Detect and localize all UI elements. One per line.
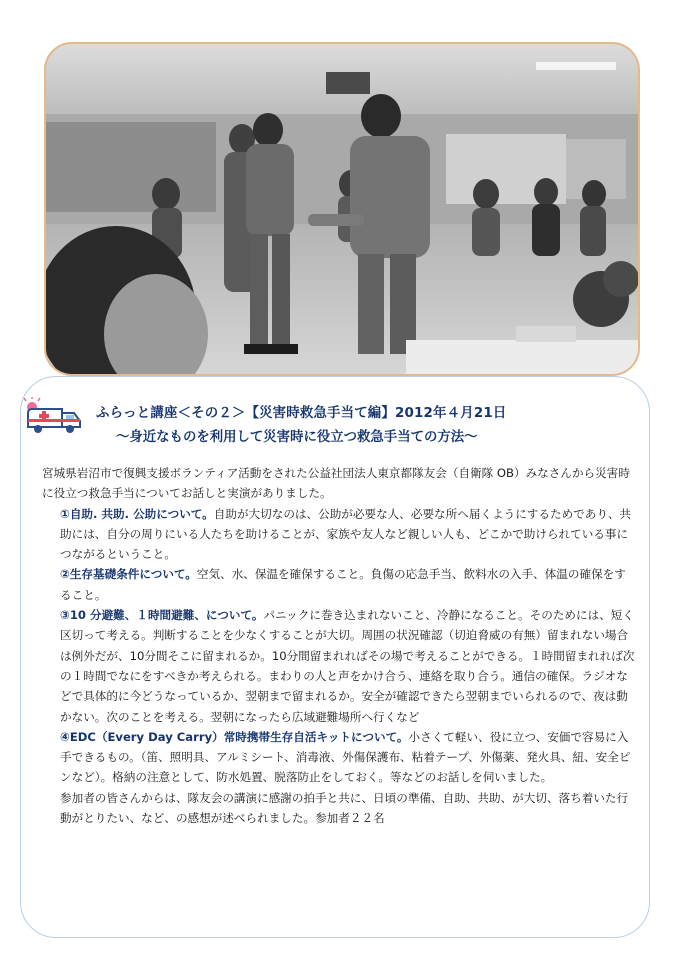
item-text: 自助が大切なのは、公助が必要な人、必要な所へ届くようにするためであり、共助には、自分の周りにいる人たちを助けることが、家族や友人など親しい人も、どこかで助けられている事につながるということ。 (60, 506, 632, 562)
list-item (42, 564, 636, 605)
item-text: 小さくて軽い、役に立つ、安価で容易に入手できるもの。（笛、照明具、アルミシート、消毒液、外傷保護布、粘着テープ、外傷薬、発火具、紐、安全ピンなど）。格納の注意として、防水処置、脱落防止をしておく。等などのお話しを伺いました。 (60, 729, 631, 785)
article-subtitle: ～身近なものを利用して災害時に役立つ救急手当ての方法～ (116, 430, 478, 445)
item-text: 空気、水、保温を確保すること。負傷の応急手当、飲料水の入手、体温の確保をすること。 (60, 567, 626, 602)
event-photo (44, 42, 640, 376)
item-text: パニックに巻き込まれないこと、冷静になること。そのためには、短く区切って考える。判断することを少なくすることが大切。周囲の状況確認（切迫脅威の有無）留まれない場合は例外だが、10分間そこに留まれるか。10分間留まれればその場で考えることができる。１時間留まれれば次の１時間でなにをすべきか考えられる。まわりの人と声をかけ合う、連絡を取り合う。通信の確保。ラジオなどで具体的に今どうなっているか、翌朝まで留まれるか。安全が確認できたら翌朝までいられるので、夜は動かない。次のことを考える。翌朝になったら広域避難場所へ行くなど (60, 608, 635, 724)
list-item (42, 504, 636, 565)
list-item (42, 605, 636, 727)
ambulance-icon (22, 397, 86, 441)
list-item (42, 727, 636, 788)
item-heading: ②生存基礎条件について。 (60, 567, 197, 582)
intro-paragraph: 宮城県岩沼市で復興支援ボランティア活動をされた公益社団法人東京都隊友会（自衛隊 OB）みなさんから災害時に役立つ救急手当についてお話しと実演がありました。 (42, 466, 630, 501)
article-title: ふらっと講座＜その２＞【災害時救急手当て編】2012年４月21日 (96, 406, 507, 421)
closing-paragraph: 参加者の皆さんからは、隊友会の講演に感謝の拍手と共に、日頃の準備、自助、共助、が大切、落ち着いた行動がとりたい、など、の感想が述べられました。参加者２２名 (60, 790, 629, 826)
item-heading: ④EDC（Every Day Carry）常時携帯生存自活キットについて。 (60, 729, 409, 744)
item-heading: ①自助. 共助. 公助について。 (60, 506, 214, 521)
article-body (42, 463, 636, 828)
item-heading: ③10 分避難、１時間避難、について。 (60, 608, 264, 623)
